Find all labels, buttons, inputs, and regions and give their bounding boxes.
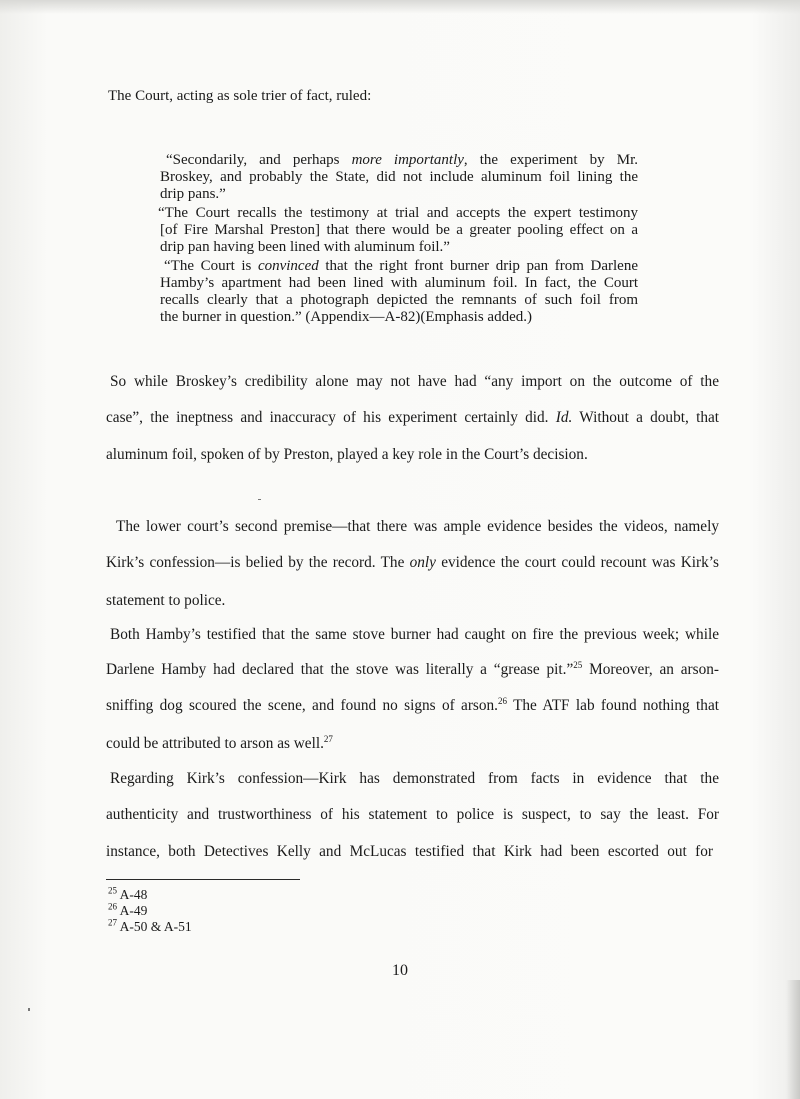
scan-edge-right [786,980,800,1099]
body-line: authenticity and trustworthiness of his statement to police is suspect, to say the least. For [106,806,719,823]
body-line: Regarding Kirk’s confession—Kirk has demonstrated from facts in evidence that the [110,770,719,787]
scan-edge-top [0,0,800,14]
body-line: Both Hamby’s testified that the same stove burner had caught on fire the previous week; while [110,626,719,643]
quote-line: “Secondarily, and perhaps more importantly, the experiment by Mr. [166,152,638,168]
body-line: instance, both Detectives Kelly and McLucas testified that Kirk had been escorted out for [106,843,713,860]
body-line: case”, the ineptness and inaccuracy of his experiment certainly did. Id. Without a doubt, that [106,409,720,426]
footnote-divider [106,879,300,880]
quote-line: “The Court is convinced that the right front burner drip pan from Darlene [164,258,638,274]
footnote-ref: 25 [573,659,583,670]
body-line: aluminum foil, spoken of by Preston, played a key role in the Court’s decision. [106,446,588,463]
footnote-ref: 26 [498,695,507,706]
footnote: $^{26}$ A-49 [108,901,148,918]
quote-line: recalls clearly that a photograph depicted the remnants of such foil from [160,292,638,308]
body-line: statement to police. [106,592,226,609]
footnote: $^{25}$ A-48 [108,885,148,902]
body-line: could be attributed to arson as well.$^{27}$ [106,733,333,752]
body-line: sniffing dog scoured the scene, and found no signs of arson.$^{26}$ The ATF lab found nothing that [106,695,719,714]
quote-line: Hamby’s apartment had been lined with aluminum foil. In fact, the Court [160,275,638,291]
quote-line: Broskey, and probably the State, did not include aluminum foil lining the [160,169,638,185]
intro-line: The Court, acting as sole trier of fact, ruled: [108,88,372,104]
scan-speck [28,1008,30,1011]
scan-speck [258,499,261,500]
quote-line: [of Fire Marshal Preston] that there would be a greater pooling effect on a [160,222,638,238]
body-line: The lower court’s second premise—that there was ample evidence besides the videos, namely [116,518,719,535]
footnote-ref: 27 [323,733,333,744]
quote-line: the burner in question.” (Appendix—A-82)(Emphasis added.) [160,309,532,325]
page-number: 10 [392,962,408,979]
footnote: $^{27}$ A-50 & A-51 [108,917,192,934]
body-line: So while Broskey’s credibility alone may not have had “any import on the outcome of the [110,373,719,390]
body-line: Darlene Hamby had declared that the stove was literally a “grease pit.”$^{25}$ Moreover, an arson- [106,659,719,678]
quote-line: drip pans.” [160,186,226,202]
body-line: Kirk’s confession—is belied by the record. The only evidence the court could recount was Kirk’s [106,554,719,571]
quote-line: drip pan having been lined with aluminum foil.” [160,239,450,255]
quote-line: “The Court recalls the testimony at trial and accepts the expert testimony [158,205,638,221]
